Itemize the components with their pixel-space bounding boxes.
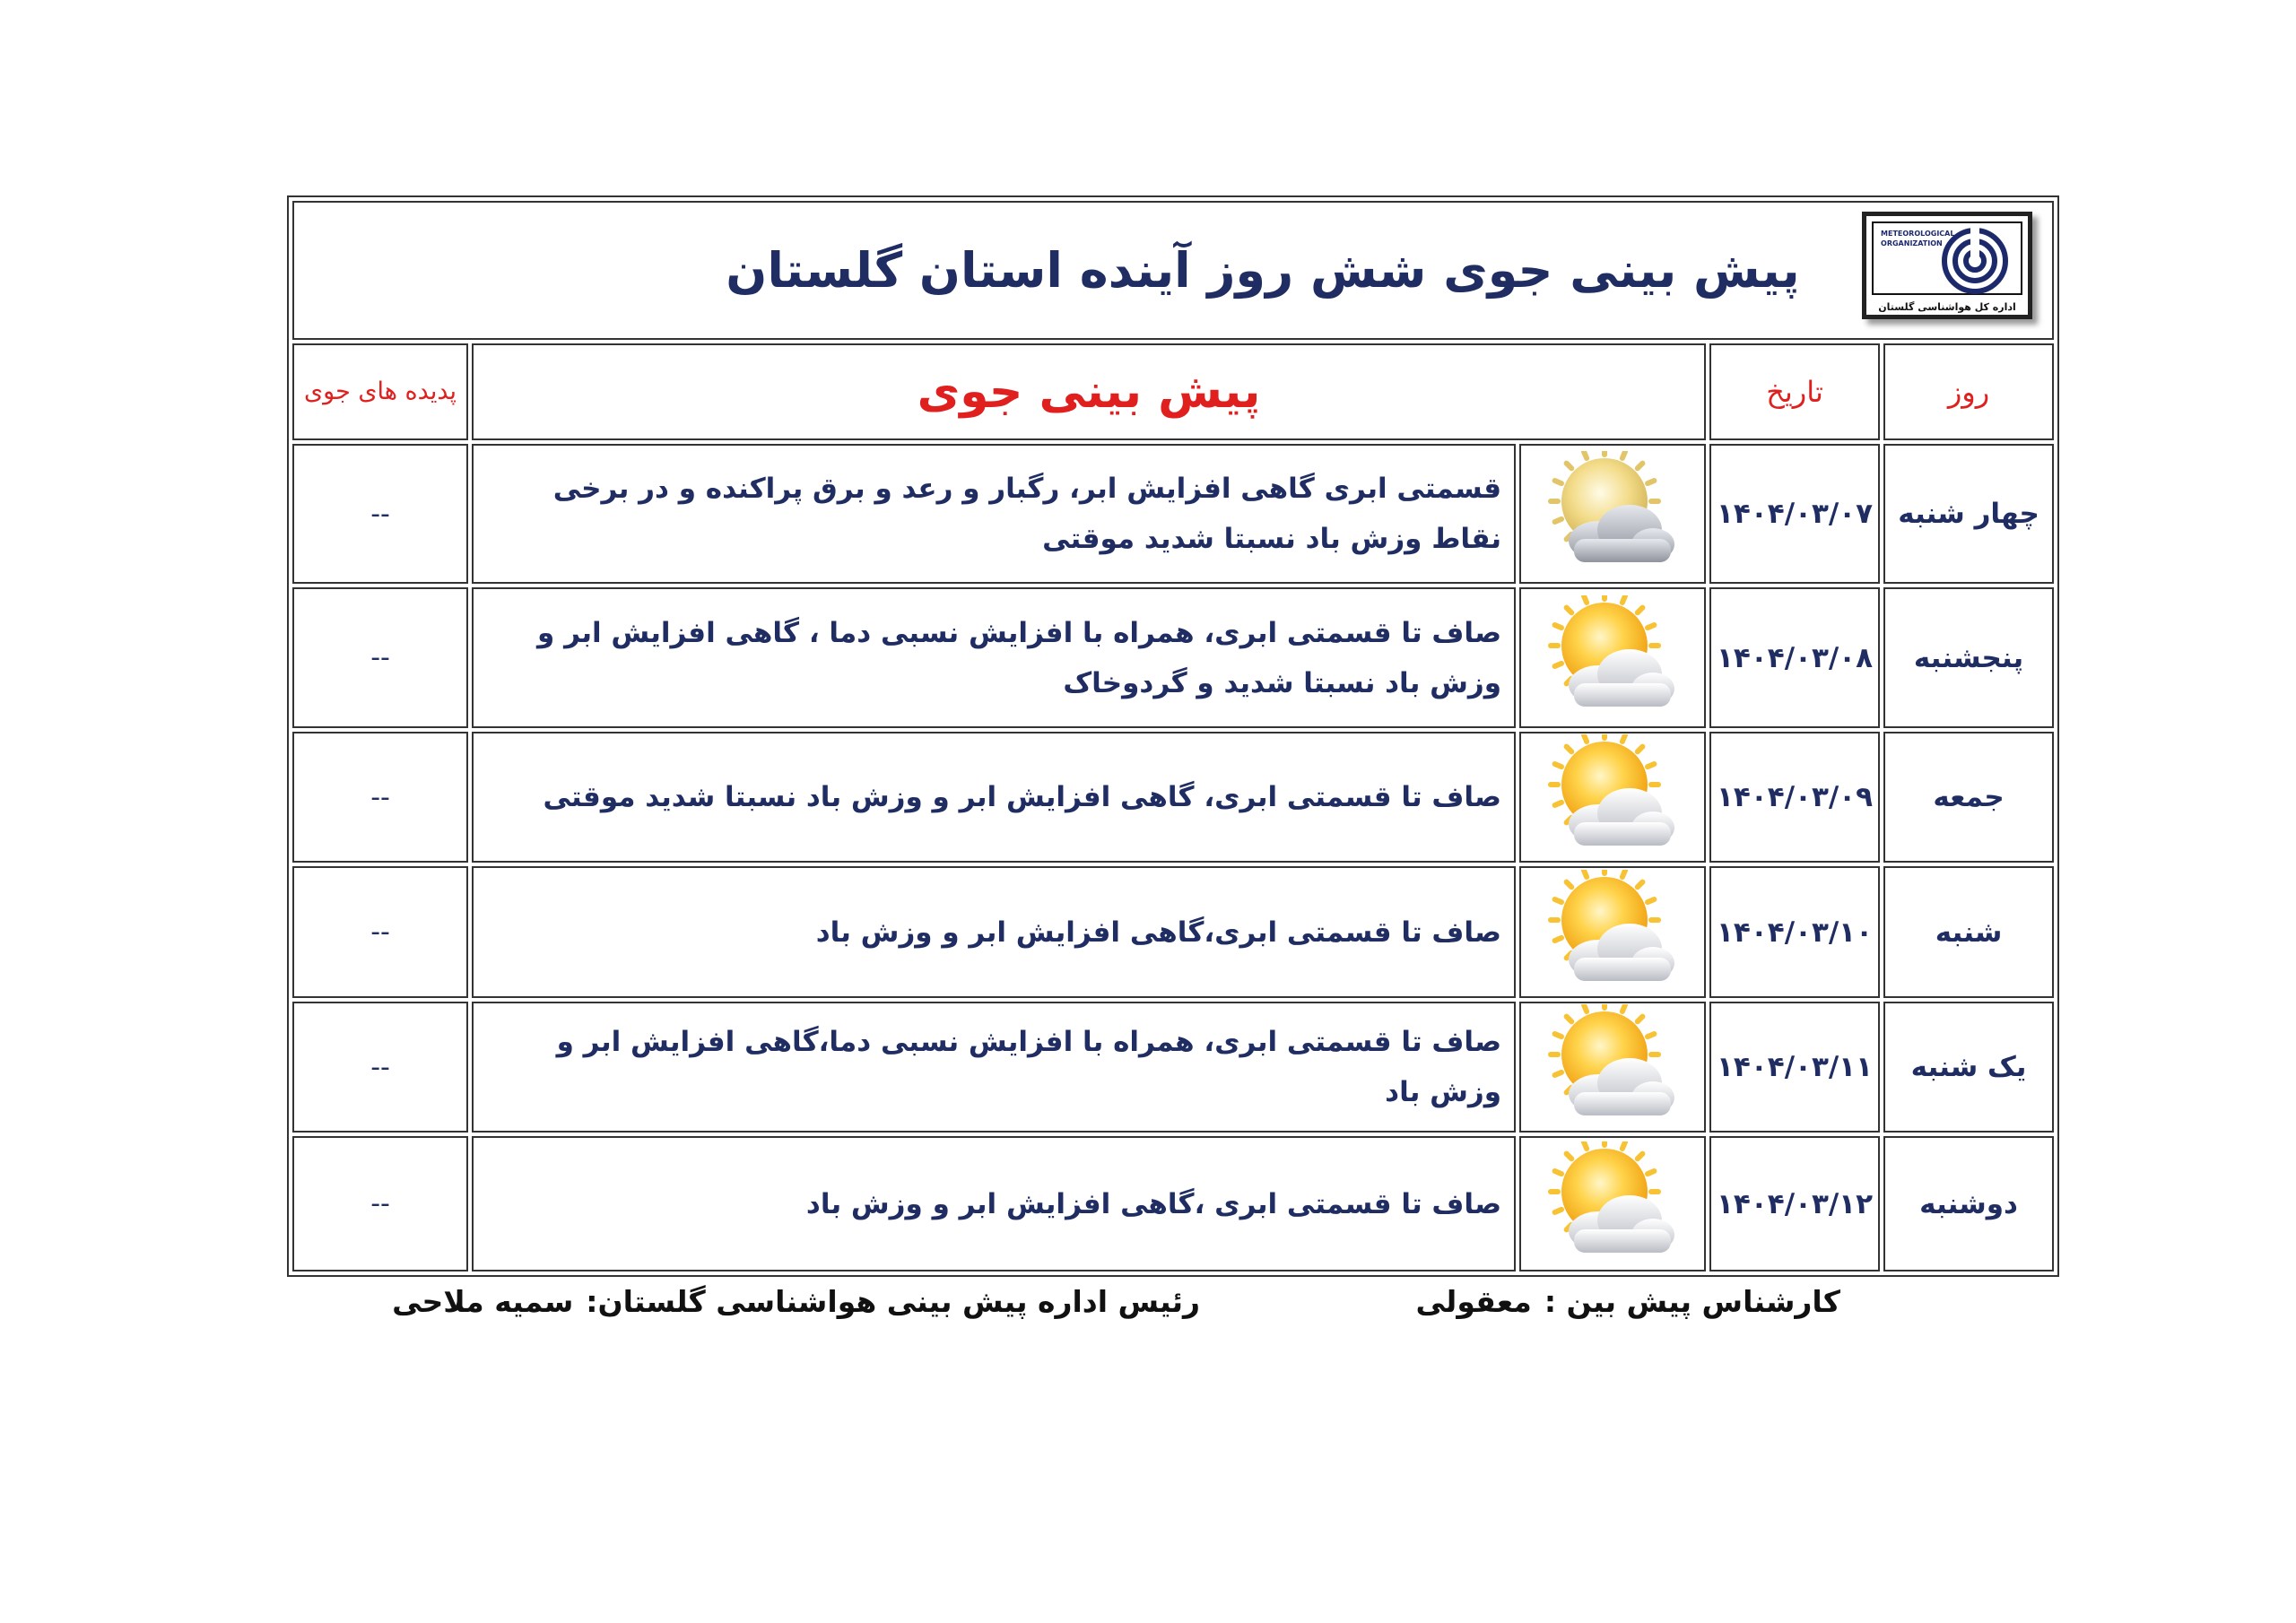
table-row: [292, 1002, 2054, 1133]
day-cell: پنجشنبه: [1883, 587, 2054, 728]
phenomena-cell: --: [292, 444, 468, 585]
column-header-date: تاریخ: [1709, 343, 1880, 440]
logo-org-text: METEOROLOGICAL ORGANIZATION: [1881, 230, 1955, 247]
weather-icon-cell: [1519, 587, 1706, 728]
weather-icon-cell: [1519, 732, 1706, 864]
phenomena-cell: --: [292, 732, 468, 864]
meteorological-organization-logo: [1862, 212, 2032, 319]
day-cell: چهار شنبه: [1883, 444, 2054, 585]
table-row: [292, 444, 2054, 585]
column-header-phenomena: پدیده های جوی: [292, 343, 468, 440]
head-credit: [392, 1284, 1200, 1319]
column-header-forecast: پیش بینی جوی: [472, 343, 1706, 440]
sun-cloud-icon: [1545, 870, 1680, 995]
table-row: [292, 1136, 2054, 1271]
day-cell: جمعه: [1883, 732, 2054, 864]
logo-caption: اداره کل هواشناسی گلستان: [1878, 301, 2016, 313]
date-cell: ۱۴۰۴/۰۳/۰۷: [1709, 444, 1880, 585]
forecaster-name: معقولی: [1415, 1284, 1532, 1319]
head-label: رئیس اداره پیش بینی هواشناسی گلستان:: [586, 1284, 1200, 1319]
forecast-description: صاف تا قسمتی ابری، همراه با افزایش نسبی دما،گاهی افزایش ابر و وزش باد: [472, 1002, 1516, 1133]
phenomena-cell: --: [292, 1002, 468, 1133]
date-cell: ۱۴۰۴/۰۳/۱۰: [1709, 866, 1880, 998]
forecast-description: صاف تا قسمتی ابری،گاهی افزایش ابر و وزش باد: [472, 866, 1516, 998]
day-cell: یک شنبه: [1883, 1002, 2054, 1133]
day-cell: شنبه: [1883, 866, 2054, 998]
weather-icon-cell: [1519, 866, 1706, 998]
phenomena-cell: --: [292, 1136, 468, 1271]
forecast-table: [287, 195, 2059, 1277]
weather-icon-cell: [1519, 1002, 1706, 1133]
logo-emblem-icon: [1935, 227, 2015, 295]
sun-cloud-icon: [1545, 1004, 1680, 1130]
forecaster-credit: [1416, 1284, 1840, 1319]
day-cell: دوشنبه: [1883, 1136, 2054, 1271]
phenomena-cell: --: [292, 866, 468, 998]
date-cell: ۱۴۰۴/۰۳/۰۹: [1709, 732, 1880, 864]
weather-icon-cell: [1519, 444, 1706, 585]
column-header-day: روز: [1883, 343, 2054, 440]
partly-cloudy-icon: [1545, 451, 1680, 577]
forecast-description: قسمتی ابری گاهی افزایش ابر، رگبار و رعد و برق پراکنده و در برخی نقاط وزش باد نسبتا شدید موقتی: [472, 444, 1516, 585]
date-cell: ۱۴۰۴/۰۳/۱۲: [1709, 1136, 1880, 1271]
date-cell: ۱۴۰۴/۰۳/۱۱: [1709, 1002, 1880, 1133]
table-row: [292, 587, 2054, 728]
phenomena-cell: --: [292, 587, 468, 728]
weather-icon-cell: [1519, 1136, 1706, 1271]
date-cell: ۱۴۰۴/۰۳/۰۸: [1709, 587, 1880, 728]
forecast-description: صاف تا قسمتی ابری، همراه با افزایش نسبی دما ، گاهی افزایش ابر و وزش باد نسبتا شدید و گردوخاک: [472, 587, 1516, 728]
sun-cloud-icon: [1545, 1141, 1680, 1267]
forecaster-label: کارشناس پیش بین :: [1544, 1284, 1840, 1319]
sun-cloud-icon: [1545, 595, 1680, 721]
forecast-rows: [292, 444, 2054, 1271]
head-name: سمیه ملاحی: [392, 1284, 574, 1319]
forecast-description: صاف تا قسمتی ابری ،گاهی افزایش ابر و وزش باد: [472, 1136, 1516, 1271]
title-row: [292, 201, 2054, 340]
table-row: [292, 866, 2054, 998]
sun-cloud-icon: [1545, 734, 1680, 860]
table-row: [292, 732, 2054, 864]
forecast-description: صاف تا قسمتی ابری، گاهی افزایش ابر و وزش باد نسبتا شدید موقتی: [472, 732, 1516, 864]
page-title: پیش بینی جوی شش روز آینده استان گلستان: [726, 241, 1800, 299]
